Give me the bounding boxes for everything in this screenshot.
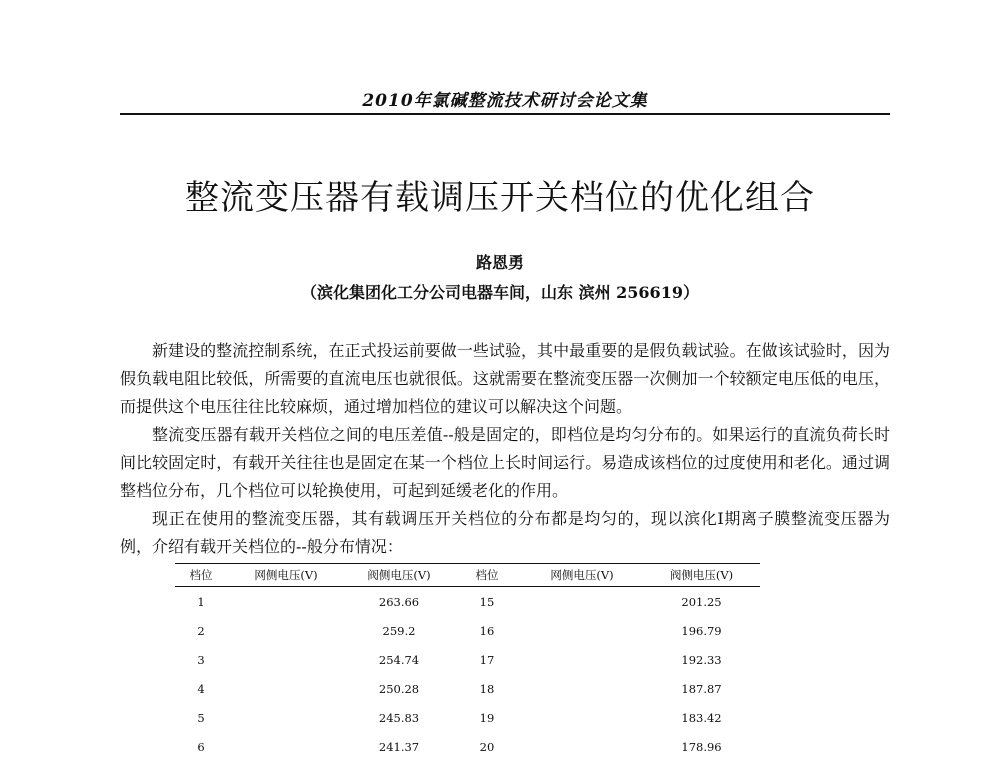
cell-grid-voltage xyxy=(227,732,345,761)
cell-grid-voltage-2 xyxy=(521,703,643,732)
table-row xyxy=(175,732,760,761)
author-name: 路恩勇 xyxy=(475,253,524,272)
cell-valve-voltage-2: 183.42 xyxy=(681,710,722,725)
cell-tap: 3 xyxy=(197,652,205,667)
header-tap-2: 档位 xyxy=(453,564,521,587)
cell-tap-2: 20 xyxy=(479,739,495,754)
body-text xyxy=(120,337,890,561)
cell-grid-voltage xyxy=(227,616,345,645)
table-row xyxy=(175,703,760,732)
cell-tap: 5 xyxy=(197,710,205,725)
paragraph-1: 新建设的整流控制系统，在正式投运前要做一些试验，其中最重要的是假负载试验。在做该试验时，因为假负载电阻比较低，所需要的直流电压也就很低。这就需要在整流变压器一次侧加一个较额定电压低的电压，而提供这个电压往往比较麻烦，通过增加档位的建议可以解决这个问题。 xyxy=(120,341,890,416)
cell-valve-voltage: 250.28 xyxy=(378,681,420,696)
table-header-row xyxy=(175,564,760,587)
paragraph-3: 现正在使用的整流变压器，其有载调压开关档位的分布都是均匀的，现以滨化Ⅰ期离子膜整流变压器为例，介绍有载开关档位的--般分布情况： xyxy=(120,509,890,556)
cell-tap-2: 17 xyxy=(479,652,495,667)
author-affiliation: （滨化集团化工分公司电器车间，山东 滨州 256619） xyxy=(301,283,699,302)
cell-valve-voltage: 254.74 xyxy=(378,652,420,667)
cell-grid-voltage xyxy=(227,703,345,732)
cell-tap: 1 xyxy=(197,594,205,609)
cell-tap: 4 xyxy=(197,681,205,696)
cell-grid-voltage xyxy=(227,587,345,617)
paragraph-2: 整流变压器有载开关档位之间的电压差值--般是固定的，即档位是均匀分布的。如果运行的直流负荷长时间比较固定时，有载开关往往也是固定在某一个档位上长时间运行。易造成该档位的过度使用和老化。通过调整档位分布，几个档位可以轮换使用，可起到延缓老化的作用。 xyxy=(120,425,890,500)
header-tap: 档位 xyxy=(175,564,227,587)
cell-grid-voltage-2 xyxy=(521,674,643,703)
tap-position-table xyxy=(175,563,760,761)
cell-valve-voltage-2: 201.25 xyxy=(681,594,722,609)
cell-grid-voltage-2 xyxy=(521,645,643,674)
header-valve-voltage: 阀侧电压(V) xyxy=(345,564,453,587)
cell-tap: 6 xyxy=(197,739,205,754)
cell-valve-voltage-2: 192.33 xyxy=(681,652,722,667)
table-row xyxy=(175,645,760,674)
cell-grid-voltage-2 xyxy=(521,732,643,761)
cell-grid-voltage xyxy=(227,674,345,703)
paper-title: 整流变压器有载调压开关档位的优化组合 xyxy=(185,178,815,218)
cell-tap-2: 16 xyxy=(479,623,495,638)
table-row xyxy=(175,587,760,617)
table-row xyxy=(175,616,760,645)
cell-tap-2: 15 xyxy=(479,594,495,609)
cell-valve-voltage: 263.66 xyxy=(378,594,420,609)
cell-tap: 2 xyxy=(197,623,205,638)
header-grid-voltage-2: 网侧电压(V) xyxy=(521,564,643,587)
cell-grid-voltage-2 xyxy=(521,587,643,617)
cell-valve-voltage: 241.37 xyxy=(378,739,420,754)
running-head: 2010年氯碱整流技术研讨会论文集 xyxy=(362,91,648,111)
cell-valve-voltage: 259.2 xyxy=(382,623,416,638)
cell-grid-voltage xyxy=(227,645,345,674)
cell-tap-2: 18 xyxy=(479,681,495,696)
table-row xyxy=(175,674,760,703)
cell-valve-voltage: 245.83 xyxy=(378,710,420,725)
cell-tap-2: 19 xyxy=(479,710,495,725)
header-grid-voltage: 网侧电压(V) xyxy=(227,564,345,587)
cell-grid-voltage-2 xyxy=(521,616,643,645)
cell-valve-voltage-2: 178.96 xyxy=(681,739,722,754)
header-rule xyxy=(120,113,890,115)
header-valve-voltage-2: 阀侧电压(V) xyxy=(643,564,760,587)
cell-valve-voltage-2: 187.87 xyxy=(681,681,722,696)
cell-valve-voltage-2: 196.79 xyxy=(681,623,722,638)
